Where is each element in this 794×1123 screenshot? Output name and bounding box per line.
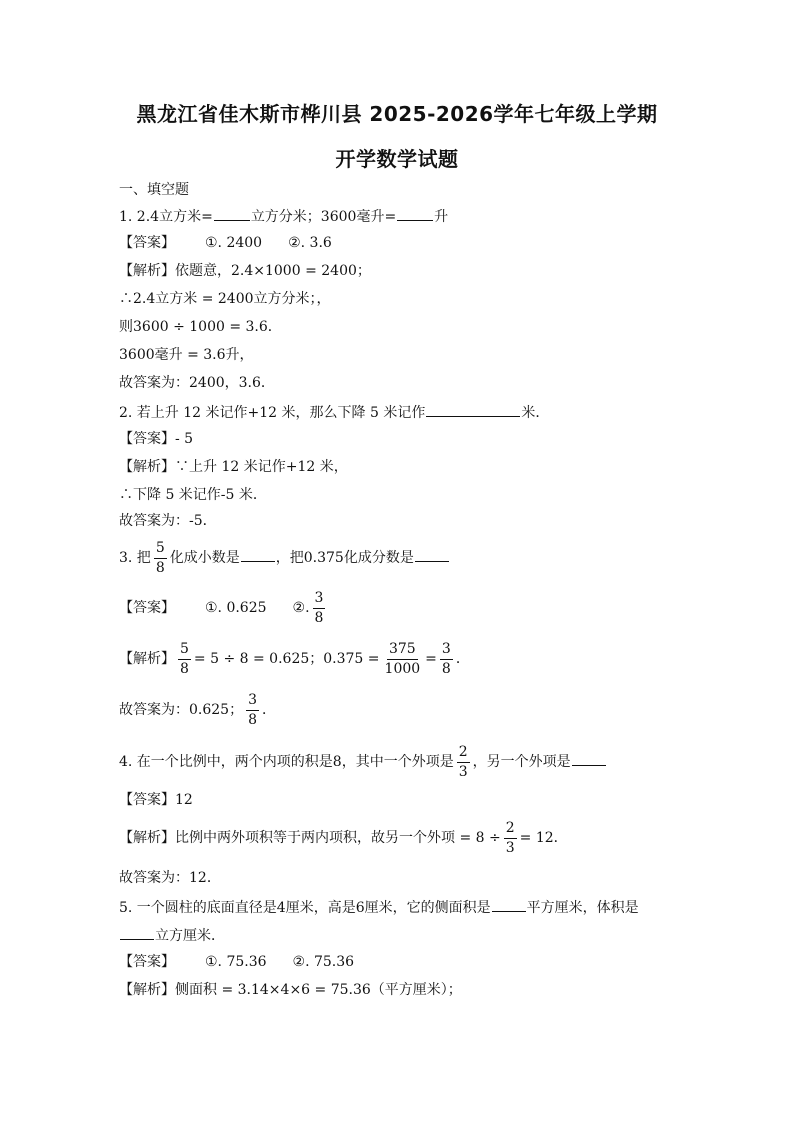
q4-answer [119,791,193,809]
q3-text: 化成小数是 [169,550,240,566]
q5-text: 5. 一个圆柱的底面直径是4厘米，高是6厘米，它的侧面积是 [119,900,491,916]
doc-title-line-2: 开学数学试题 [335,147,459,171]
fraction-denominator: 8 [155,559,165,576]
answer-value: ②. 75.36 [292,954,355,970]
fraction-denominator: 8 [248,711,258,728]
answer-blank [241,547,275,562]
analysis-tag: 【解析】 [119,651,175,667]
question-2 [119,402,549,422]
question-3 [119,538,450,578]
answer-blank [572,751,606,766]
fraction-numerator: 375 [387,641,418,660]
fraction [313,590,326,627]
q5-analysis [119,981,462,999]
answer-value: - 5 [175,431,194,447]
final-answer-text: ． [262,702,277,718]
q3-final [119,690,276,730]
q1-analysis-line: 3600毫升 = 3.6升， [119,347,254,363]
fraction [178,641,191,678]
answer-blank [120,925,154,940]
q2-answer [119,430,193,448]
q4-analysis [119,818,568,858]
q1-analysis-line: 则3600 ÷ 1000 = 3.6． [119,319,282,335]
q3-answer [119,588,328,628]
q3-text: 3. 把 [119,550,151,566]
fraction-numerator: 2 [504,820,517,839]
analysis-text: ∵上升 12 米记作+12 米， [175,459,348,475]
question-5 [119,897,639,917]
answer-value: ②. [292,600,310,616]
q2-analysis-line: ∴下降 5 米记作-5 米． [119,487,267,503]
fraction-numerator: 3 [246,692,259,711]
final-answer-text: 故答案为：0.625； [119,702,244,718]
fraction-numerator: 5 [154,540,167,559]
fraction [504,820,517,857]
answer-value: ①. 0.625 [205,600,267,616]
fraction-numerator: 3 [313,590,326,609]
fraction [154,540,167,577]
q5-text: 平方厘米，体积是 [526,900,639,916]
question-1 [119,206,448,226]
analysis-tag: 【解析】 [119,263,175,279]
analysis-tag: 【解析】 [119,830,175,846]
q2-analysis-line: 故答案为：-5． [119,513,217,529]
answer-value: ①. 2400 [205,235,263,251]
answer-blank [214,206,250,221]
answer-tag: 【答案】 [119,600,175,616]
answer-value: ①. 75.36 [205,954,267,970]
q5-text: 立方厘米． [155,928,225,944]
analysis-text: 依题意，2.4×1000 = 2400； [175,263,371,279]
q5-answer [119,953,354,971]
answer-value: ②. 3.6 [288,235,332,251]
q1-analysis [119,262,371,280]
answer-tag: 【答案】 [119,954,175,970]
q3-text: ，把0.375化成分数是 [275,550,414,566]
fraction-numerator: 5 [178,641,191,660]
q4-final: 故答案为：12． [119,870,221,886]
fraction-denominator: 8 [441,660,451,677]
doc-title-line-1: 黑龙江省佳木斯市桦川县 2025-2026学年七年级上学期 [136,102,658,126]
analysis-text: ． [455,651,470,667]
fraction-denominator: 8 [180,660,189,677]
fraction-denominator: 8 [314,609,324,626]
analysis-text: = 12． [519,830,568,846]
q1-analysis-line: 故答案为：2400，3.6． [119,375,275,391]
q2-text: 米． [521,405,550,421]
fraction [457,744,470,781]
fraction [246,692,259,729]
q1-text: 1. 2.4立方米= [119,209,213,225]
analysis-text: = [425,651,437,667]
fraction-numerator: 3 [440,641,453,660]
question-4 [119,742,607,782]
answer-tag: 【答案】 [119,431,175,447]
section-heading: 一、填空题 [119,182,189,198]
q2-text: 2. 若上升 12 米记作+12 米，那么下降 5 米记作 [119,405,426,421]
q1-text: 立方分米；3600毫升= [250,209,397,225]
answer-blank [415,547,449,562]
q2-analysis [119,458,348,476]
answer-tag: 【答案】 [119,235,175,251]
q1-analysis-line: ∴2.4立方米 = 2400立方分米；， [119,291,331,307]
question-5-cont [119,925,225,945]
q4-text: ，另一个外项是 [472,754,571,770]
analysis-tag: 【解析】 [119,459,175,475]
answer-blank [492,897,526,912]
answer-blank [397,206,433,221]
q3-analysis [119,639,470,679]
analysis-text: = 5 ÷ 8 = 0.625；0.375 = [193,651,380,667]
answer-tag: 【答案】 [119,792,175,808]
analysis-tag: 【解析】 [119,982,175,998]
fraction [440,641,453,678]
fraction-denominator: 1000 [384,660,421,677]
fraction [383,641,423,678]
q1-text: 升 [434,209,449,225]
fraction-denominator: 3 [458,763,468,780]
q1-answer [119,234,332,252]
answer-blank [426,402,520,417]
fraction-denominator: 3 [505,839,515,856]
analysis-text: 侧面积 = 3.14×4×6 = 75.36（平方厘米）； [175,982,462,998]
analysis-text: 比例中两外项积等于两内项积，故另一个外项 = 8 ÷ [175,830,501,846]
fraction-numerator: 2 [457,744,470,763]
answer-value: 12 [175,792,193,808]
q4-text: 4. 在一个比例中，两个内项的积是8，其中一个外项是 [119,754,454,770]
